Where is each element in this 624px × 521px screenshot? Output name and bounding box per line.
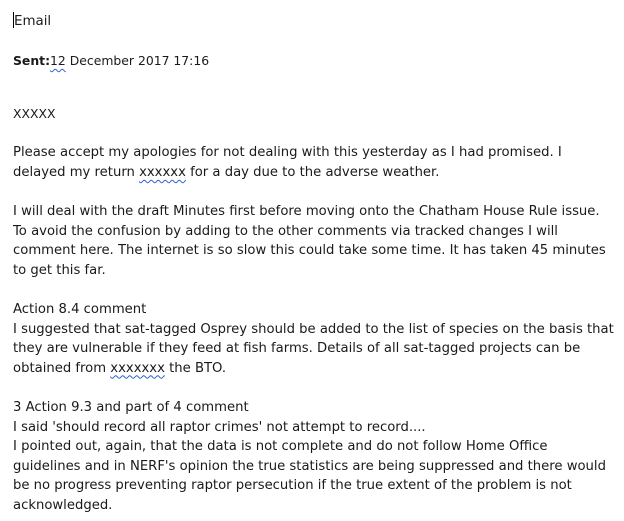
section-body-text-b: the BTO. <box>164 360 227 376</box>
section-heading: 3 Action 9.3 and part of 4 comment <box>13 399 249 415</box>
document-title <box>13 12 617 32</box>
paragraph-minutes-text: I will deal with the draft Minutes first before moving onto the Chatham House Rule issue. To avoid the confusion by adding to the other comments via tracked changes I will comment here. The internet is so slow this could take some time. It has taken 45 minutes to get this far. <box>13 203 606 278</box>
sent-label: Sent: <box>13 53 51 68</box>
section-action-9-3 <box>13 398 617 516</box>
paragraph-apology-text-b: for a day due to the adverse weather. <box>185 164 440 180</box>
section-action-8-4 <box>13 300 617 378</box>
section-heading: Action 8.4 comment <box>13 301 147 317</box>
redacted-text: xxxxxx <box>139 164 186 180</box>
redacted-text: xxxxxxx <box>110 360 165 376</box>
paragraph-apology <box>13 143 617 182</box>
sent-line <box>13 51 617 71</box>
section-line: I said 'should record all raptor crimes' not attempt to record.... <box>13 419 426 435</box>
document-title-text: Email <box>14 14 52 29</box>
salutation: XXXXX <box>13 106 56 121</box>
paragraph-minutes <box>13 202 617 280</box>
section-line: I pointed out, again, that the data is not complete and do not follow Home Office guidelines and in NERF's opinion the true statistics are being suppressed and there would be no progress preventing raptor persecution if the true extent of the problem is not acknowledged. <box>13 439 606 513</box>
paragraph-apology-text-a: Please accept my apologies for not dealing with this yesterday as I had promised. I delayed my return <box>13 145 562 180</box>
section-body <box>13 320 617 379</box>
section-body-text-a: I suggested that sat-tagged Osprey should be added to the list of species on the basis that they are vulnerable if they feed at fish farms. Details of all sat-tagged projects can be obtained from <box>13 321 614 376</box>
sent-datetime: December 2017 17:16 <box>65 53 210 68</box>
sent-day: 12 <box>50 53 66 68</box>
email-document <box>13 12 617 515</box>
